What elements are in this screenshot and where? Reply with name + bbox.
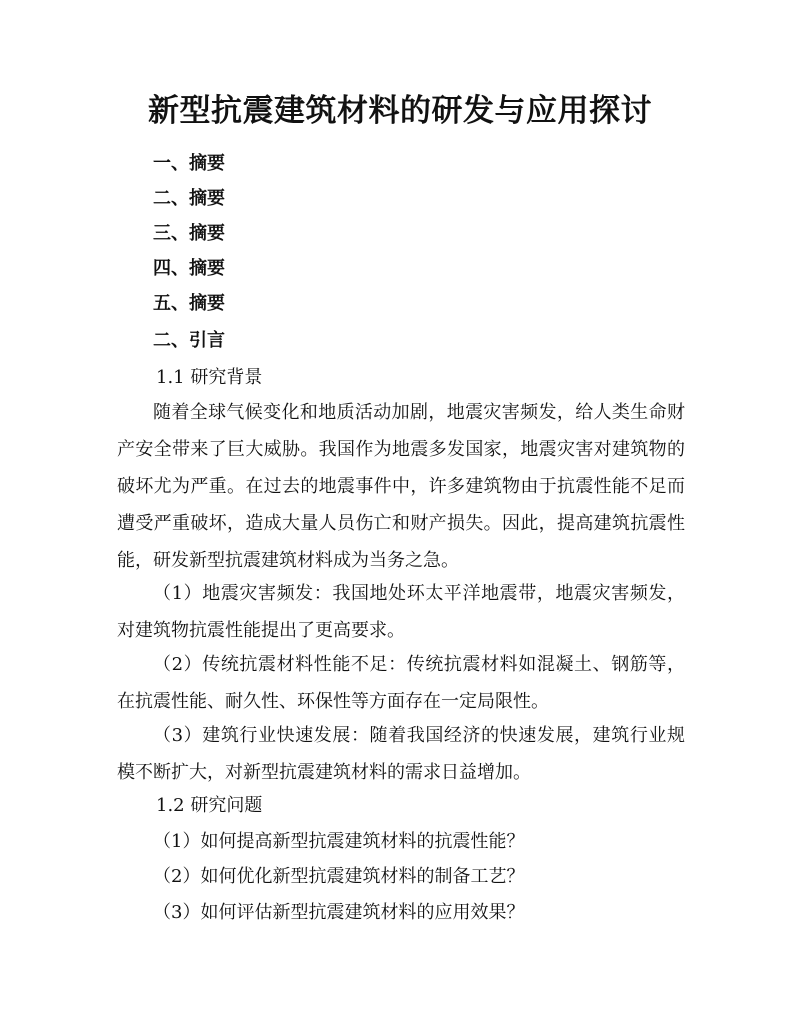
heading-abstract-5: 五、摘要 [153, 293, 225, 314]
research-question-3: （3）如何评估新型抗震建筑材料的应用效果？ [153, 902, 525, 923]
heading-abstract-2: 二、摘要 [153, 188, 225, 209]
research-question-2: （2）如何优化新型抗震建筑材料的制备工艺？ [153, 866, 525, 887]
background-point-1: （1）地震灾害频发：我国地处环太平洋地震带，地震灾害频发，对建筑物抗震性能提出了更高要求。 [117, 583, 685, 641]
research-question-1: （1）如何提高新型抗震建筑材料的抗震性能？ [153, 831, 525, 852]
section-heading-background: 1.1 研究背景 [156, 367, 263, 388]
heading-introduction: 二、引言 [153, 330, 225, 351]
background-point-3: （3）建筑行业快速发展：随着我国经济的快速发展，建筑行业规模不断扩大，对新型抗震建筑材料的需求日益增加。 [117, 725, 685, 783]
heading-abstract-4: 四、摘要 [153, 258, 225, 279]
heading-abstract-1: 一、摘要 [153, 153, 225, 174]
heading-abstract-3: 三、摘要 [153, 223, 225, 244]
section-heading-research-questions: 1.2 研究问题 [156, 795, 263, 816]
document-title: 新型抗震建筑材料的研发与应用探讨 [148, 93, 652, 129]
background-paragraph: 随着全球气候变化和地质活动加剧，地震灾害频发，给人类生命财产安全带来了巨大威胁。我国作为地震多发国家，地震灾害对建筑物的破坏尤为严重。在过去的地震事件中，许多建筑物由于抗震性能不足而遭受严重破坏，造成大量人员伤亡和财产损失。因此，提高建筑抗震性能，研发新型抗震建筑材料成为当务之急。 [117, 402, 685, 571]
background-point-2: （2）传统抗震材料性能不足：传统抗震材料如混凝土、钢筋等，在抗震性能、耐久性、环保性等方面存在一定局限性。 [117, 654, 685, 712]
